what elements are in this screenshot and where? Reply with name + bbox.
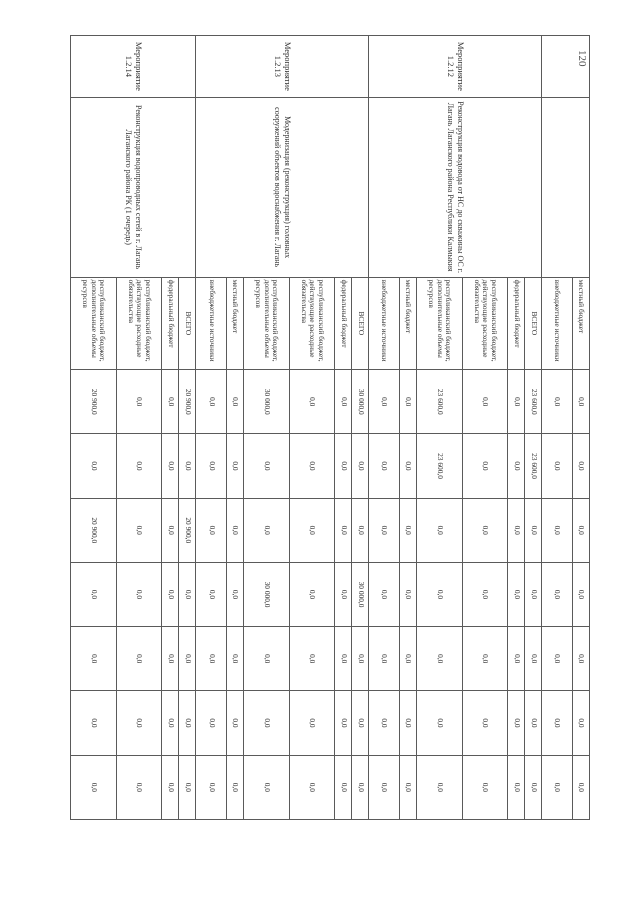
value-cell: 0,0 [525,755,542,819]
value-cell: 0,0 [244,627,290,691]
value-cell: 0,0 [335,498,352,562]
value-cell: 23 600,0 [417,370,463,434]
value-cell: 0,0 [417,755,463,819]
value-cell: 0,0 [417,498,463,562]
value-cell: 0,0 [369,370,400,434]
value-cell: 0,0 [369,434,400,498]
value-cell: 0,0 [542,691,573,755]
value-cell: 0,0 [335,755,352,819]
funding-source-cell: республиканский бюджет, действующие расходные обязательства [289,277,335,370]
value-cell: 0,0 [352,691,369,755]
value-cell: 0,0 [227,691,244,755]
funding-source-cell: внебюджетные источники [196,277,227,370]
value-cell: 0,0 [116,434,162,498]
table-body [71,36,590,820]
value-cell: 0,0 [227,370,244,434]
measure-name: Реконструкция водовода от НС до скважины ОС г. Лагань Лаганского района Республики Калмыкия [369,97,542,277]
value-cell: 0,0 [335,370,352,434]
value-cell: 0,0 [462,691,508,755]
value-cell: 0,0 [508,755,525,819]
value-cell: 0,0 [525,691,542,755]
value-cell: 0,0 [525,627,542,691]
value-cell: 0,0 [179,691,196,755]
value-cell: 0,0 [400,562,417,626]
value-cell: 0,0 [369,627,400,691]
table-wrapper [70,35,590,820]
value-cell: 0,0 [71,434,117,498]
funding-source-cell: местный бюджет [227,277,244,370]
value-cell: 0,0 [352,755,369,819]
table-row [525,36,542,820]
value-cell: 0,0 [196,627,227,691]
measure-label [542,36,590,98]
value-cell: 0,0 [162,755,179,819]
value-cell: 0,0 [462,562,508,626]
value-cell: 0,0 [289,627,335,691]
value-cell: 0,0 [573,434,590,498]
value-cell: 0,0 [417,627,463,691]
value-cell: 0,0 [462,370,508,434]
value-cell: 0,0 [400,498,417,562]
value-cell: 0,0 [179,755,196,819]
funding-source-cell: федеральный бюджет [335,277,352,370]
value-cell: 0,0 [71,691,117,755]
value-cell: 30 000,0 [244,370,290,434]
value-cell: 0,0 [179,627,196,691]
value-cell: 0,0 [573,691,590,755]
funding-source-cell: местный бюджет [400,277,417,370]
value-cell: 0,0 [508,627,525,691]
value-cell: 0,0 [573,370,590,434]
value-cell: 0,0 [335,434,352,498]
value-cell: 0,0 [573,755,590,819]
value-cell: 0,0 [573,498,590,562]
value-cell: 0,0 [369,562,400,626]
value-cell: 0,0 [508,498,525,562]
value-cell: 0,0 [525,498,542,562]
value-cell: 0,0 [196,434,227,498]
budget-table [70,35,590,820]
value-cell: 0,0 [542,498,573,562]
value-cell: 0,0 [417,691,463,755]
value-cell: 0,0 [525,562,542,626]
value-cell: 0,0 [116,691,162,755]
rotated-table-frame [70,35,590,820]
value-cell: 0,0 [289,691,335,755]
value-cell: 0,0 [508,691,525,755]
measure-name: Реконструкция водопроводных сетей в г. Лагань Лаганского района РК (1 очередь) [71,97,196,277]
value-cell: 0,0 [289,434,335,498]
value-cell: 0,0 [227,434,244,498]
value-cell: 0,0 [352,627,369,691]
table-row [179,36,196,820]
value-cell: 0,0 [116,370,162,434]
table-row [352,36,369,820]
value-cell: 0,0 [162,434,179,498]
value-cell: 0,0 [116,627,162,691]
value-cell: 0,0 [196,498,227,562]
funding-source-cell: федеральный бюджет [162,277,179,370]
value-cell: 0,0 [162,562,179,626]
measure-label: Мероприятие 1.2.13 [196,36,369,98]
value-cell: 0,0 [196,755,227,819]
value-cell: 0,0 [71,562,117,626]
value-cell: 0,0 [289,370,335,434]
value-cell: 0,0 [116,755,162,819]
funding-source-cell: республиканский бюджет, дополнительные объемы ресурсов [244,277,290,370]
measure-label: Мероприятие 1.2.14 [71,36,196,98]
measure-name: Модернизация (реконструкция) головных сооружений объектов водоснабжения г. Лагань [196,97,369,277]
value-cell: 20 900,0 [179,370,196,434]
funding-source-cell: внебюджетные источники [369,277,400,370]
value-cell: 0,0 [227,627,244,691]
value-cell: 0,0 [508,370,525,434]
value-cell: 20 900,0 [71,498,117,562]
value-cell: 0,0 [400,434,417,498]
value-cell: 0,0 [116,562,162,626]
value-cell: 0,0 [573,627,590,691]
value-cell: 30 000,0 [352,370,369,434]
page-number: 120 [576,50,588,67]
value-cell: 23 600,0 [417,434,463,498]
value-cell: 0,0 [369,691,400,755]
value-cell: 0,0 [417,562,463,626]
value-cell: 0,0 [244,691,290,755]
total-label-cell: ВСЕГО [352,277,369,370]
value-cell: 0,0 [542,434,573,498]
value-cell: 0,0 [227,498,244,562]
value-cell: 0,0 [116,498,162,562]
value-cell: 0,0 [244,755,290,819]
value-cell: 0,0 [227,562,244,626]
value-cell: 0,0 [400,755,417,819]
value-cell: 0,0 [542,370,573,434]
value-cell: 0,0 [196,691,227,755]
value-cell: 20 900,0 [179,498,196,562]
funding-source-cell: местный бюджет [573,277,590,370]
funding-source-cell: республиканский бюджет, дополнительные объемы ресурсов [71,277,117,370]
value-cell: 0,0 [542,562,573,626]
measure-name [542,97,590,277]
value-cell: 0,0 [71,755,117,819]
value-cell: 0,0 [400,627,417,691]
value-cell: 0,0 [369,498,400,562]
value-cell: 0,0 [162,498,179,562]
value-cell: 0,0 [162,627,179,691]
funding-source-cell: внебюджетные источники [542,277,573,370]
funding-source-cell: республиканский бюджет, действующие расходные обязательства [116,277,162,370]
value-cell: 0,0 [179,562,196,626]
total-label-cell: ВСЕГО [525,277,542,370]
value-cell: 30 000,0 [352,562,369,626]
value-cell: 0,0 [462,627,508,691]
value-cell: 0,0 [289,755,335,819]
value-cell: 0,0 [244,434,290,498]
value-cell: 0,0 [352,434,369,498]
value-cell: 0,0 [508,434,525,498]
value-cell: 0,0 [542,755,573,819]
funding-source-cell: федеральный бюджет [508,277,525,370]
value-cell: 0,0 [400,691,417,755]
value-cell: 0,0 [227,755,244,819]
value-cell: 23 600,0 [525,370,542,434]
funding-source-cell: республиканский бюджет, дополнительные объемы ресурсов [417,277,463,370]
value-cell: 0,0 [352,498,369,562]
value-cell: 0,0 [542,627,573,691]
value-cell: 0,0 [573,562,590,626]
measure-label: Мероприятие 1.2.12 [369,36,542,98]
total-label-cell: ВСЕГО [179,277,196,370]
value-cell: 0,0 [179,434,196,498]
value-cell: 0,0 [335,627,352,691]
value-cell: 0,0 [71,627,117,691]
value-cell: 0,0 [369,755,400,819]
value-cell: 0,0 [462,498,508,562]
value-cell: 0,0 [196,370,227,434]
value-cell: 0,0 [196,562,227,626]
value-cell: 0,0 [335,691,352,755]
value-cell: 30 000,0 [244,562,290,626]
funding-source-cell: республиканский бюджет, действующие расходные обязательства [462,277,508,370]
value-cell: 0,0 [462,434,508,498]
value-cell: 0,0 [462,755,508,819]
value-cell: 0,0 [289,498,335,562]
value-cell: 0,0 [162,691,179,755]
value-cell: 0,0 [244,498,290,562]
value-cell: 20 900,0 [71,370,117,434]
value-cell: 23 600,0 [525,434,542,498]
value-cell: 0,0 [508,562,525,626]
table-row [573,36,590,820]
value-cell: 0,0 [162,370,179,434]
value-cell: 0,0 [400,370,417,434]
value-cell: 0,0 [289,562,335,626]
value-cell: 0,0 [335,562,352,626]
